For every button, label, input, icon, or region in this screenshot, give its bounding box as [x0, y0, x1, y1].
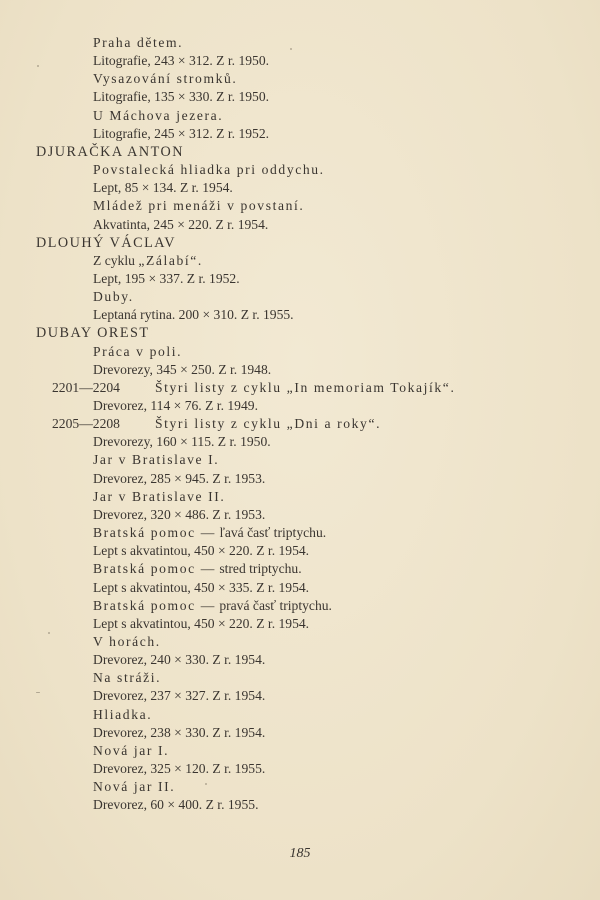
paper-speck: [290, 48, 292, 50]
entry-title-spaced: Štyri listy z cyklu „In memoriam Tokajík“.: [155, 380, 456, 395]
entry-title: [93, 488, 225, 506]
entry-title-spaced: Povstalecká hliadka pri oddychu.: [93, 162, 325, 177]
entry-details: Lept s akvatintou, 450 × 220. Z r. 1954.: [93, 543, 310, 558]
entry-title: [93, 706, 152, 724]
entry-number: 2201—2204: [52, 380, 120, 395]
entry-details: Drevorez, 238 × 330. Z r. 1954.: [93, 725, 266, 740]
entry-title-prefix: Z cyklu: [93, 253, 139, 268]
entry-title-spaced: Práca v poli.: [93, 344, 183, 359]
entry-title: [93, 343, 182, 361]
entry-title: [93, 197, 304, 215]
entry-title: [93, 560, 302, 578]
entry-title-spaced: Vysazování stromků.: [93, 71, 238, 86]
entry-title-spaced: Hliadka.: [93, 707, 153, 722]
entry-details: Drevorez, 240 × 330. Z r. 1954.: [93, 652, 266, 667]
entry-title-suffix: stred triptychu.: [215, 561, 302, 576]
entry-details: Drevorez, 60 × 400. Z r. 1955.: [93, 797, 259, 812]
entry-title-spaced: Bratská pomoc —: [93, 525, 216, 540]
entry-title: [93, 252, 203, 270]
page-number: 185: [289, 846, 311, 861]
entry-details: Leptaná rytina. 200 × 310. Z r. 1955.: [93, 307, 294, 322]
entry-title-spaced: Nová jar II.: [93, 779, 176, 794]
entry-details: Akvatinta, 245 × 220. Z r. 1954.: [93, 217, 269, 232]
entry-title-spaced: Štyri listy z cyklu „Dni a roky“.: [155, 416, 382, 431]
entry-title: [93, 524, 326, 542]
entry-details: Drevorez, 320 × 486. Z r. 1953.: [93, 507, 266, 522]
entry-title-spaced: Duby.: [93, 289, 134, 304]
entry-title-spaced: U Máchova jezera.: [93, 108, 224, 123]
entry-title: [93, 633, 161, 651]
entry-title: [93, 288, 134, 306]
entry-details: Drevorez, 285 × 945. Z r. 1953.: [93, 471, 266, 486]
paper-speck: [36, 692, 40, 693]
entry-title-spaced: Mládež pri menáži v povstaní.: [93, 198, 305, 213]
entry-title: [93, 70, 237, 88]
entry-details: Drevorezy, 345 × 250. Z r. 1948.: [93, 362, 272, 377]
entry-title-spaced: Jar v Bratislave I.: [93, 452, 220, 467]
entry-title-spaced: „Zálabí“.: [138, 253, 203, 268]
entry-details: Lept, 195 × 337. Z r. 1952.: [93, 271, 240, 286]
paper-speck: [205, 783, 207, 785]
entry-title: [93, 34, 183, 52]
entry-details: Drevorez, 114 × 76. Z r. 1949.: [93, 398, 258, 413]
entry-details: Litografie, 135 × 330. Z r. 1950.: [93, 89, 270, 104]
entry-number: 2205—2208: [52, 416, 120, 431]
entry-title-spaced: Praha dětem.: [93, 35, 184, 50]
entry-title-spaced: Nová jar I.: [93, 743, 170, 758]
entry-title-spaced: V horách.: [93, 634, 161, 649]
entry-details: Lept s akvatintou, 450 × 335. Z r. 1954.: [93, 580, 310, 595]
entry-title: [93, 669, 161, 687]
paper-speck: [48, 632, 50, 634]
artist-name: DJURAČKA ANTON: [36, 144, 185, 160]
entry-title-suffix: pravá časť triptychu.: [215, 598, 332, 613]
entry-details: Drevorezy, 160 × 115. Z r. 1950.: [93, 434, 271, 449]
entry-details: Litografie, 243 × 312. Z r. 1950.: [93, 53, 270, 68]
entry-details: Drevorez, 325 × 120. Z r. 1955.: [93, 761, 266, 776]
entry-title: [93, 778, 175, 796]
entry-title: [93, 742, 169, 760]
entry-title: [93, 597, 332, 615]
entry-details: Lept s akvatintou, 450 × 220. Z r. 1954.: [93, 616, 310, 631]
entry-title: [93, 107, 223, 125]
entry-title: [93, 161, 325, 179]
entry-title-spaced: Na stráži.: [93, 670, 162, 685]
entry-details: Lept, 85 × 134. Z r. 1954.: [93, 180, 233, 195]
entry-title: [155, 379, 455, 397]
entry-details: Drevorez, 237 × 327. Z r. 1954.: [93, 688, 266, 703]
entry-details: Litografie, 245 × 312. Z r. 1952.: [93, 126, 270, 141]
artist-name: DUBAY OREST: [36, 325, 150, 341]
entry-title-spaced: Jar v Bratislave II.: [93, 489, 226, 504]
entry-title: [93, 451, 219, 469]
entry-title: [155, 415, 381, 433]
paper-speck: [37, 65, 39, 67]
artist-name: DLOUHÝ VÁCLAV: [36, 235, 176, 251]
entry-title-spaced: Bratská pomoc —: [93, 561, 216, 576]
entry-title-spaced: Bratská pomoc —: [93, 598, 216, 613]
entry-title-suffix: ľavá časť triptychu.: [215, 525, 327, 540]
